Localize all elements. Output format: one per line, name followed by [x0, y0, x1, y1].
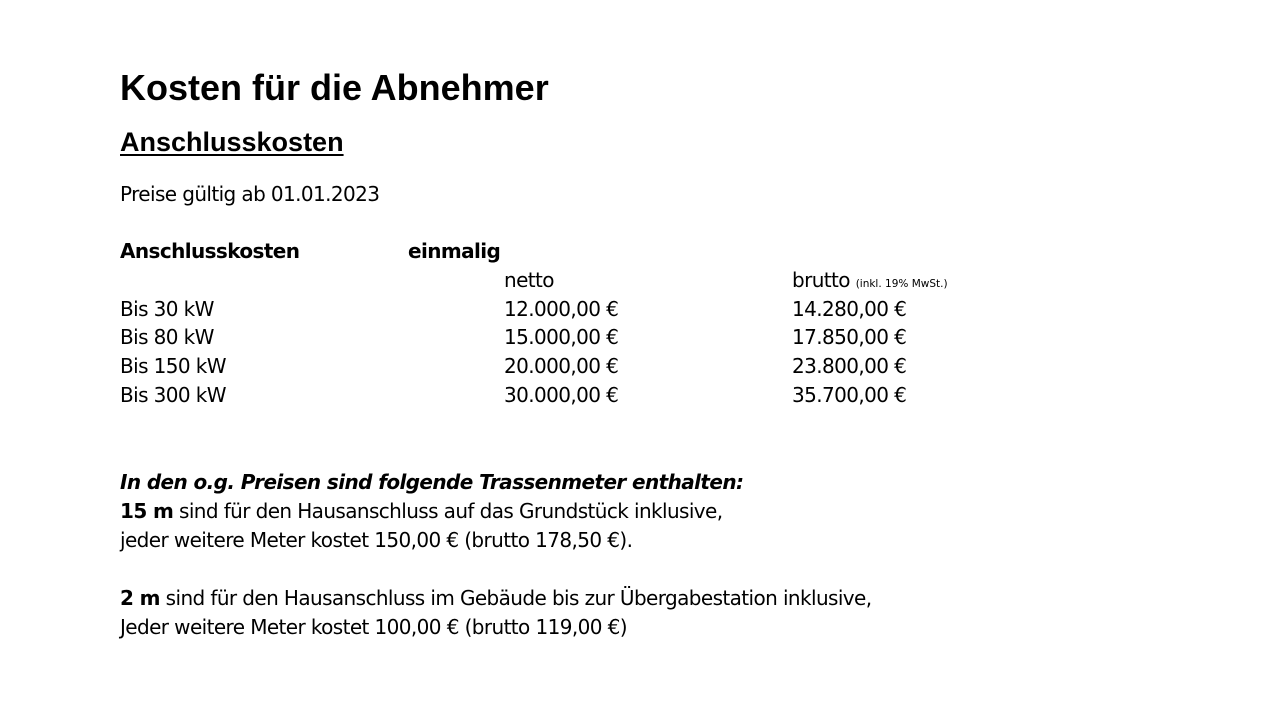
slide-title: Kosten für die Abnehmer: [120, 67, 549, 108]
row-netto: 12.000,00 €: [504, 296, 619, 321]
note-paragraph-2: [120, 584, 872, 613]
row-label: Bis 30 kW: [120, 296, 214, 321]
row-label: Bis 150 kW: [120, 354, 226, 379]
row-brutto: 14.280,00 €: [792, 296, 907, 321]
brutto-vat-note: (inkl. 19% MwSt.): [855, 277, 948, 290]
note-paragraph-1: [120, 497, 872, 526]
row-brutto: 17.850,00 €: [792, 325, 907, 350]
netto-column-header: netto: [504, 267, 554, 292]
section-subtitle: Anschlusskosten: [120, 127, 344, 157]
note-1-text: sind für den Hausanschluss auf das Grundstück inklusive,: [173, 499, 723, 523]
row-label: Bis 80 kW: [120, 325, 214, 350]
note-2-text: sind für den Hausanschluss im Gebäude bis zur Übergabestation inklusive,: [159, 586, 872, 610]
row-netto: 30.000,00 €: [504, 382, 619, 407]
note-2-length: 2 m: [120, 586, 160, 610]
once-column-header: einmalig: [408, 239, 501, 263]
row-label: Bis 300 kW: [120, 382, 226, 407]
validity-text: Preise gültig ab 01.01.2023: [120, 182, 380, 206]
note-1-extra-meter-price: jeder weitere Meter kostet 150,00 € (brutto 178,50 €).: [120, 528, 633, 552]
brutto-header-label: brutto: [792, 267, 850, 292]
label-column-header: Anschlusskosten: [120, 239, 300, 263]
spacer: [120, 555, 872, 584]
row-netto: 15.000,00 €: [504, 325, 619, 350]
row-brutto: 23.800,00 €: [792, 354, 907, 379]
row-netto: 20.000,00 €: [504, 354, 619, 379]
row-brutto: 35.700,00 €: [792, 382, 907, 407]
notes-section: [120, 468, 872, 642]
note-1-length: 15 m: [120, 499, 174, 523]
notes-heading: In den o.g. Preisen sind folgende Trassenmeter enthalten:: [120, 470, 744, 494]
note-2-extra-meter-price: Jeder weitere Meter kostet 100,00 € (brutto 119,00 €): [120, 615, 627, 639]
